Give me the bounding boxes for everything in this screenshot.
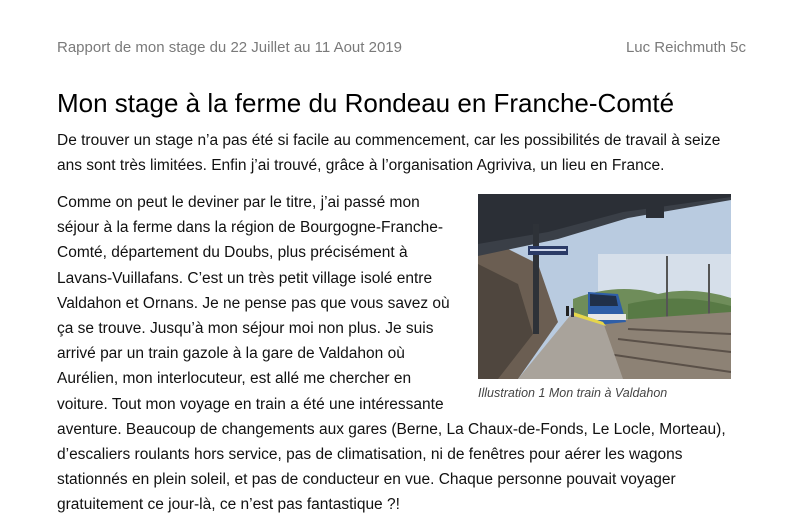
page-title: Mon stage à la ferme du Rondeau en Franche-Comté [57,88,675,118]
body-line: Aurélien, mon interlocuteur, est allé me chercher en [57,370,412,388]
body-line: ça se trouve. Jusqu’à mon séjour moi non plus. Je suis [57,320,434,338]
body-line: Comme on peut le deviner par le titre, j’ai passé mon [57,194,420,211]
body-line: stationnés en plein soleil, et pas de conducteur en vue. Chaque personne pouvait voyager [57,471,676,489]
intro-paragraph [57,128,757,178]
body-line: Lavans-Vuillafans. C’est un très petit village isolé entre [57,269,433,287]
body-line: arrivé par un train gazole à la gare de Valdahon où [57,345,405,363]
intro-line: ans sont très limitées. Enfin j’ai trouvé, grâce à l’organisation Agriviva, un lieu en France. [57,157,665,174]
intro-line: De trouver un stage n’a pas été si facile au commencement, car les possibilités de travail à seize [57,132,721,149]
body-line: gratuitement ce jour-là, ce n’est pas fantastique ?! [57,496,400,514]
figure-caption: Illustration 1 Mon train à Valdahon [478,386,668,400]
body-line: séjour à la ferme dans la région de Bourgogne-Franche- [57,219,444,237]
body-line: Valdahon et Ornans. Je ne pense pas que vous savez où [57,294,450,312]
header-report-title: Rapport de mon stage du 22 Juillet au 11 Aout 2019 [57,39,402,56]
train-station-photo [478,194,731,379]
body-line: d’escaliers roulants hors service, pas de climatisation, ni de fenêtres pour aérer les wagons [57,446,683,464]
header-author: Luc Reichmuth 5c [625,39,746,56]
train-figure [478,194,731,400]
body-line: aventure. Beaucoup de changements aux gares (Berne, La Chaux-de-Fonds, Le Locle, Morteau), [57,420,726,438]
page-header [57,39,746,56]
body-line: Comté, département du Doubs, plus précisément à [57,244,408,262]
body-line: voiture. Tout mon voyage en train a été une intéressante [57,395,444,413]
